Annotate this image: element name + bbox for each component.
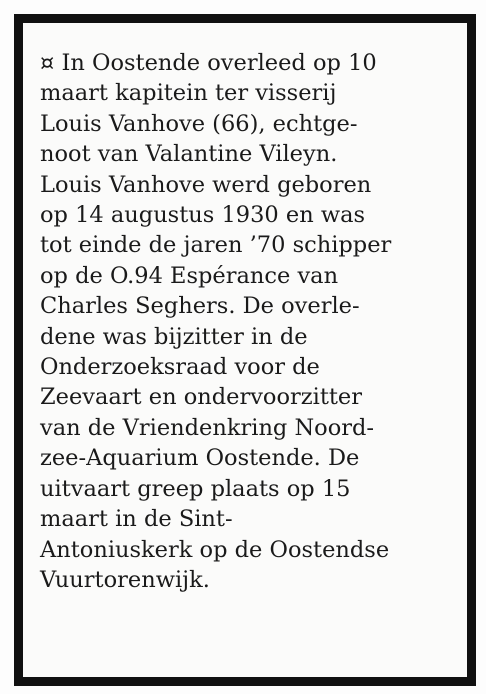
notice-line: noot van Valantine Vileyn. — [40, 141, 338, 168]
notice-line: Louis Vanhove (66), echtge- — [40, 110, 358, 137]
notice-line: Onderzoeksraad voor de — [40, 354, 320, 381]
notice-line: Vuurtorenwijk. — [40, 566, 210, 593]
obituary-notice — [40, 48, 470, 595]
notice-line: uitvaart greep plaats op 15 — [40, 475, 351, 502]
notice-line: tot einde de jaren ’70 schipper — [40, 232, 392, 259]
notice-line: Charles Seghers. De overle- — [40, 293, 360, 320]
notice-line: maart in de Sint- — [40, 506, 233, 533]
notice-line: Zeevaart en ondervoorzitter — [40, 384, 362, 411]
notice-frame — [14, 14, 476, 686]
notice-line: op 14 augustus 1930 en was — [40, 202, 366, 229]
notice-line: zee-Aquarium Oostende. De — [40, 445, 360, 472]
notice-line: maart kapitein ter visserij — [40, 80, 337, 107]
notice-line: ¤ In Oostende overleed op 10 — [40, 50, 377, 76]
notice-line: Louis Vanhove werd geboren — [40, 171, 372, 198]
notice-line: op de O.94 Espérance van — [40, 262, 339, 289]
notice-line: van de Vriendenkring Noord- — [40, 414, 375, 441]
notice-line: Antoniuskerk op de Oostendse — [40, 536, 390, 563]
notice-line: dene was bijzitter in de — [40, 323, 308, 350]
